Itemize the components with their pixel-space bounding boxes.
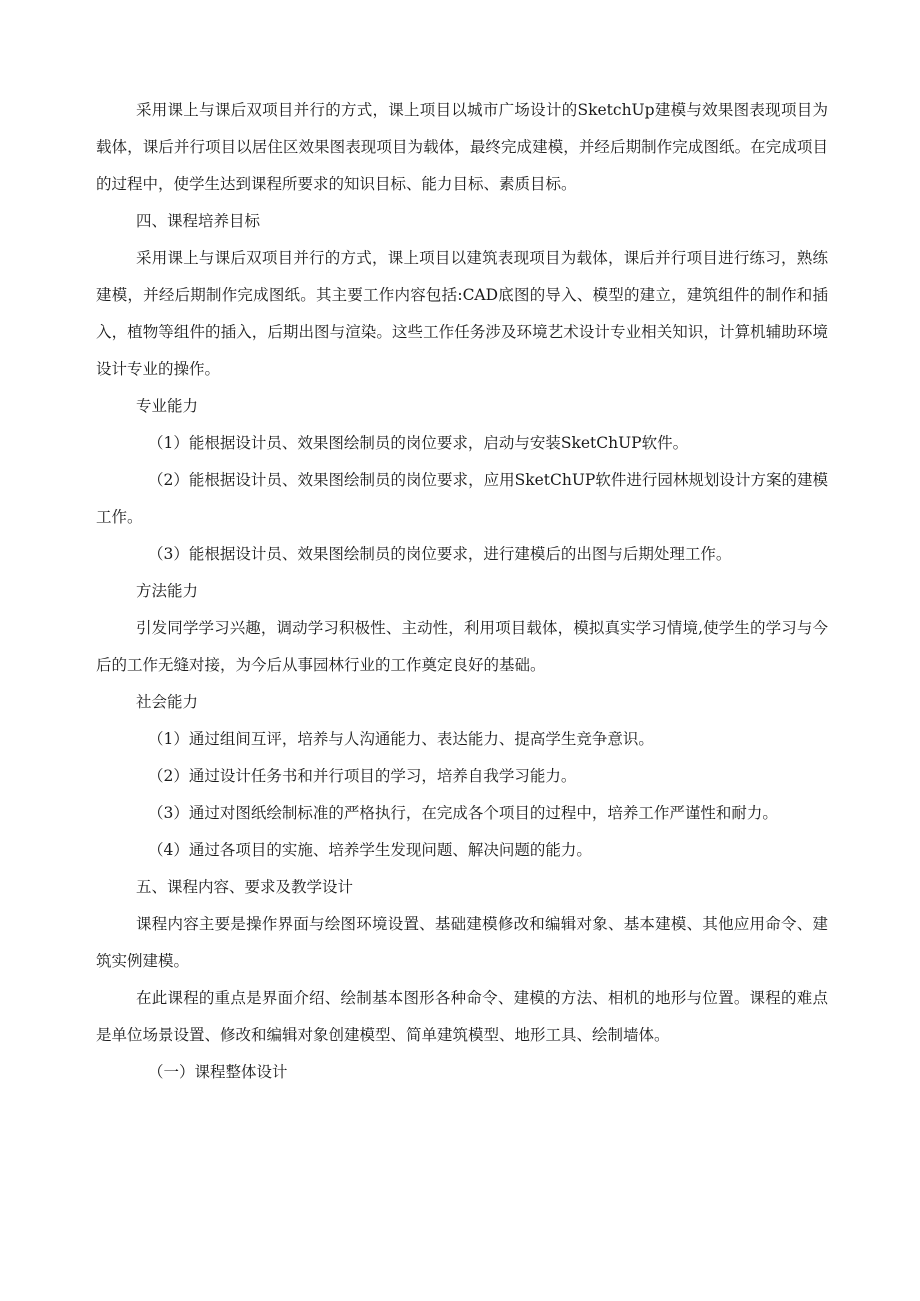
method-ability-paragraph: 引发同学学习兴趣，调动学习积极性、主动性，利用项目载体，模拟真实学习情境,使学生的学习与今后的工作无缝对接，为今后从事园林行业的工作奠定良好的基础。	[96, 619, 828, 674]
social-ability-item-1: （1）通过组间互评，培养与人沟通能力、表达能力、提高学生竞争意识。	[148, 730, 654, 748]
course-content-paragraph: 课程内容主要是操作界面与绘图环境设置、基础建模修改和编辑对象、基本建模、其他应用命令、建筑实例建模。	[96, 915, 828, 970]
social-ability-item-3: （3）通过对图纸绘制标准的严格执行，在完成各个项目的过程中，培养工作严谨性和耐力。	[148, 804, 778, 822]
social-ability-item-2: （2）通过设计任务书和并行项目的学习，培养自我学习能力。	[148, 767, 577, 785]
subheading-overall-design: （一）课程整体设计	[148, 1063, 288, 1081]
social-ability-item-4: （4）通过各项目的实施、培养学生发现问题、解决问题的能力。	[148, 841, 592, 859]
section-heading-course-content: 五、课程内容、要求及教学设计	[136, 878, 354, 896]
professional-ability-item-1: （1）能根据设计员、效果图绘制员的岗位要求，启动与安装SketChUP软件。	[148, 434, 689, 452]
professional-ability-item-3: （3）能根据设计员、效果图绘制员的岗位要求，进行建模后的出图与后期处理工作。	[148, 545, 732, 563]
subheading-professional-ability: 专业能力	[136, 397, 199, 415]
subheading-method-ability: 方法能力	[136, 582, 199, 600]
subheading-social-ability: 社会能力	[136, 693, 199, 711]
course-focus-paragraph: 在此课程的重点是界面介绍、绘制基本图形各种命令、建模的方法、相机的地形与位置。课程的难点是单位场景设置、修改和编辑对象创建模型、简单建筑模型、地形工具、绘制墙体。	[96, 989, 828, 1044]
training-goals-paragraph: 采用课上与课后双项目并行的方式，课上项目以建筑表现项目为载体，课后并行项目进行练习，熟练建模，并经后期制作完成图纸。其主要工作内容包括:CAD底图的导入、模型的建立，建筑组件的制作和插入，植物等组件的插入，后期出图与渲染。这些工作任务涉及环境艺术设计专业相关知识，计算机辅助环境设计专业的操作。	[96, 249, 828, 378]
intro-paragraph: 采用课上与课后双项目并行的方式，课上项目以城市广场设计的SketchUp建模与效果图表现项目为载体，课后并行项目以居住区效果图表现项目为载体，最终完成建模，并经后期制作完成图纸。在完成项目的过程中，使学生达到课程所要求的知识目标、能力目标、素质目标。	[96, 101, 828, 193]
professional-ability-item-2: （2）能根据设计员、效果图绘制员的岗位要求，应用SketChUP软件进行园林规划设计方案的建模工作。	[96, 471, 828, 526]
section-heading-training-goals: 四、课程培养目标	[136, 212, 261, 230]
document-body	[96, 92, 828, 1091]
